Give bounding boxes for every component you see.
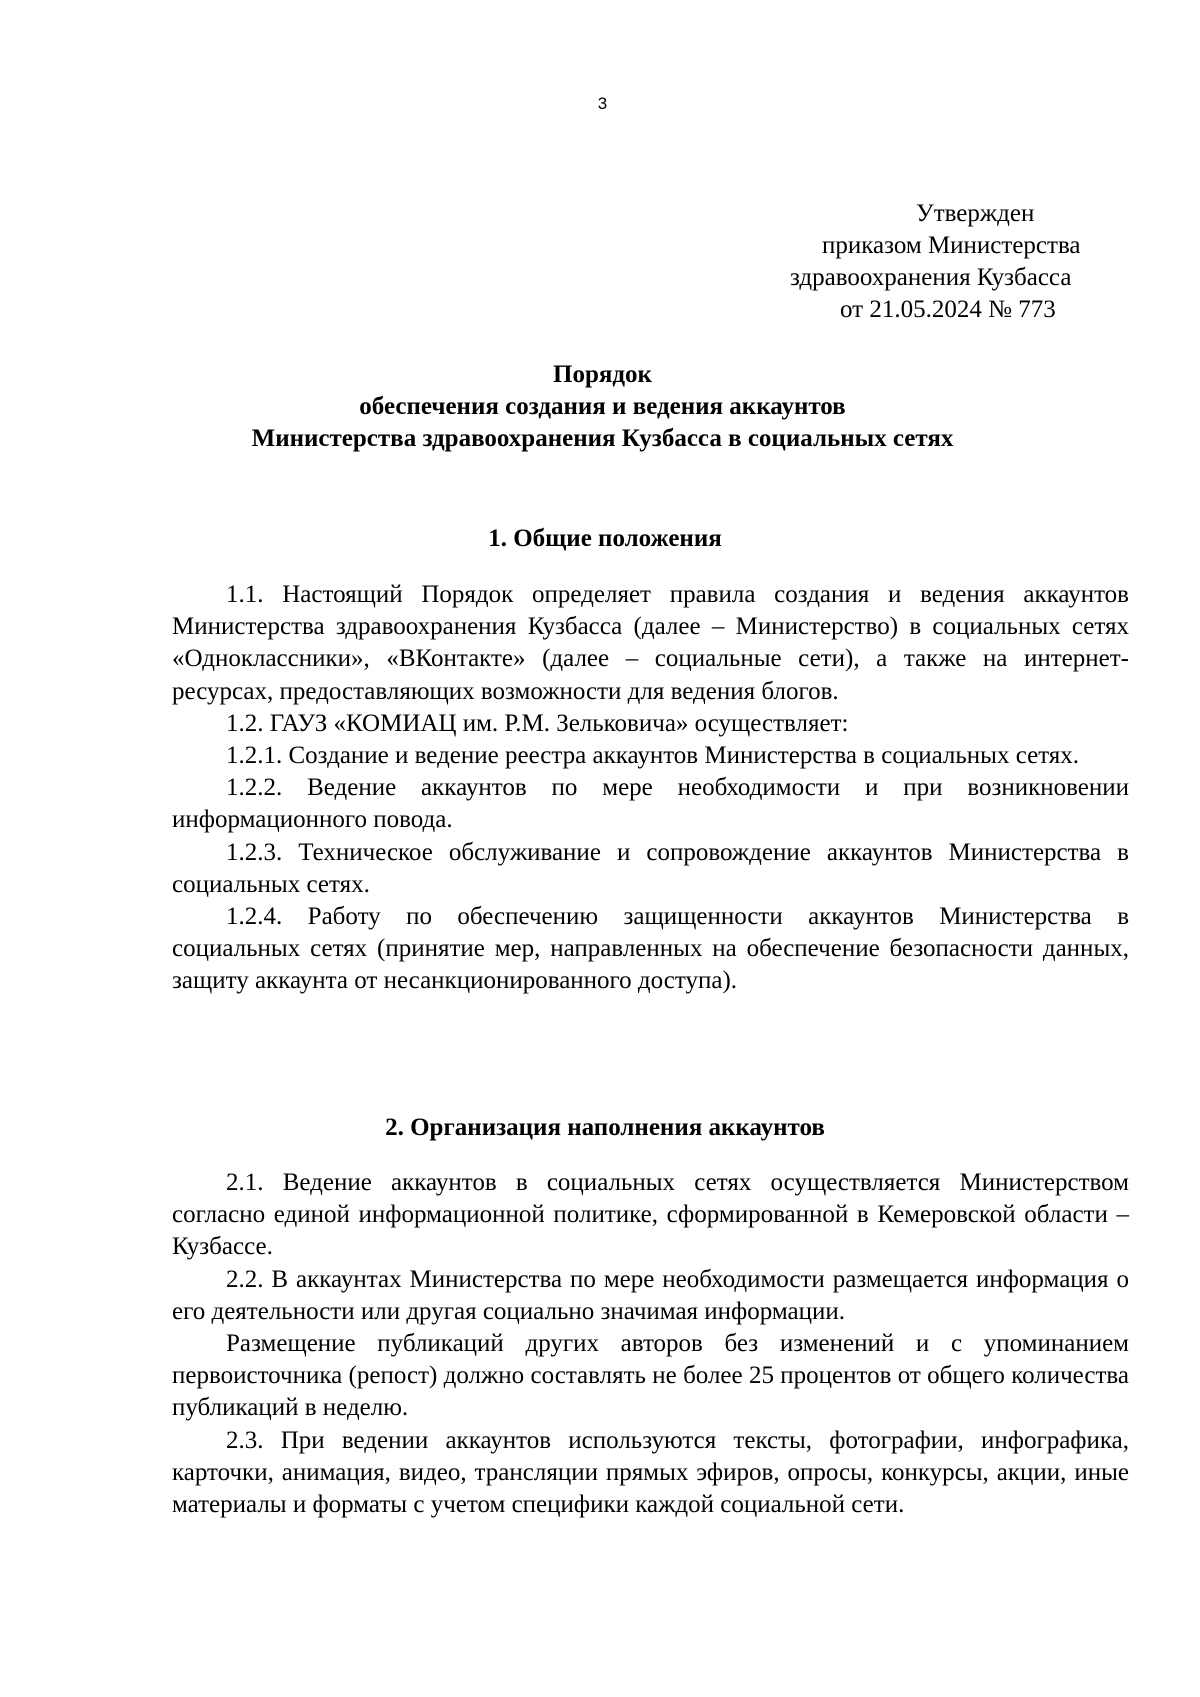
paragraph-2-3: 2.3. При ведении аккаунтов используются тексты, фотографии, инфографика, карточки, анимация, видео, трансляции прямых эфиров, опросы, конкурсы, акции, иные материалы и форматы с учетом специфики каждой социальной сети. bbox=[172, 1426, 1129, 1519]
title-line: обеспечения создания и ведения аккаунтов bbox=[359, 393, 846, 420]
paragraph-1-2-1: 1.2.1. Создание и ведение реестра аккаунтов Министерства в социальных сетях. bbox=[226, 742, 1080, 770]
approval-line: приказом Министерства bbox=[822, 232, 1081, 259]
paragraph-1-2-3: 1.2.3. Техническое обслуживание и сопровождение аккаунтов Министерства в социальных сетях. bbox=[172, 838, 1129, 898]
section-heading-content: 2. Организация наполнения аккаунтов bbox=[385, 1114, 825, 1141]
paragraph-1-2: 1.2. ГАУЗ «КОМИАЦ им. Р.М. Зельковича» осуществляет: bbox=[226, 709, 849, 737]
approval-line: Утвержден bbox=[916, 200, 1035, 227]
approval-order-number: от 21.05.2024 № 773 bbox=[840, 296, 1056, 323]
paragraph-1-1: 1.1. Настоящий Порядок определяет правила создания и ведения аккаунтов Министерства здравоохранения Кузбасса (далее – Министерство) в социальных сетях «Одноклассники», «ВКонтакте» (далее – социальные сети), а также на интернет-ресурсах, предоставляющих возможности для ведения блогов. bbox=[172, 581, 1129, 705]
paragraph-2-2: 2.2. В аккаунтах Министерства по мере необходимости размещается информация о его деятельности или другая социально значимая информации. bbox=[172, 1265, 1129, 1325]
paragraph-2-1: 2.1. Ведение аккаунтов в социальных сетях осуществляется Министерством согласно единой информационной политике, сформированной в Кемеровской области – Кузбассе. bbox=[172, 1169, 1129, 1261]
approval-stamp-block bbox=[780, 198, 1140, 326]
document-title bbox=[160, 359, 1045, 455]
section-body-content bbox=[172, 1167, 1129, 1521]
section-body-general bbox=[172, 579, 1129, 998]
section-heading-general: 1. Общие положения bbox=[488, 525, 722, 552]
page-number: 3 bbox=[597, 94, 608, 113]
paragraph-1-2-2: 1.2.2. Ведение аккаунтов по мере необходимости и при возникновении информационного повода. bbox=[172, 774, 1129, 834]
title-line: Порядок bbox=[553, 361, 652, 388]
approval-line: здравоохранения Кузбасса bbox=[790, 264, 1072, 291]
paragraph-1-2-4: 1.2.4. Работу по обеспечению защищенности аккаунтов Министерства в социальных сетях (принятие мер, направленных на обеспечение безопасности данных, защиту аккаунта от несанкционированного доступа). bbox=[172, 903, 1129, 995]
paragraph-2-2-repost: Размещение публикаций других авторов без изменений и с упоминанием первоисточника (репост) должно составлять не более 25 процентов от общего количества публикаций в неделю. bbox=[172, 1330, 1129, 1422]
title-line: Министерства здравоохранения Кузбасса в социальных сетях bbox=[251, 425, 954, 452]
